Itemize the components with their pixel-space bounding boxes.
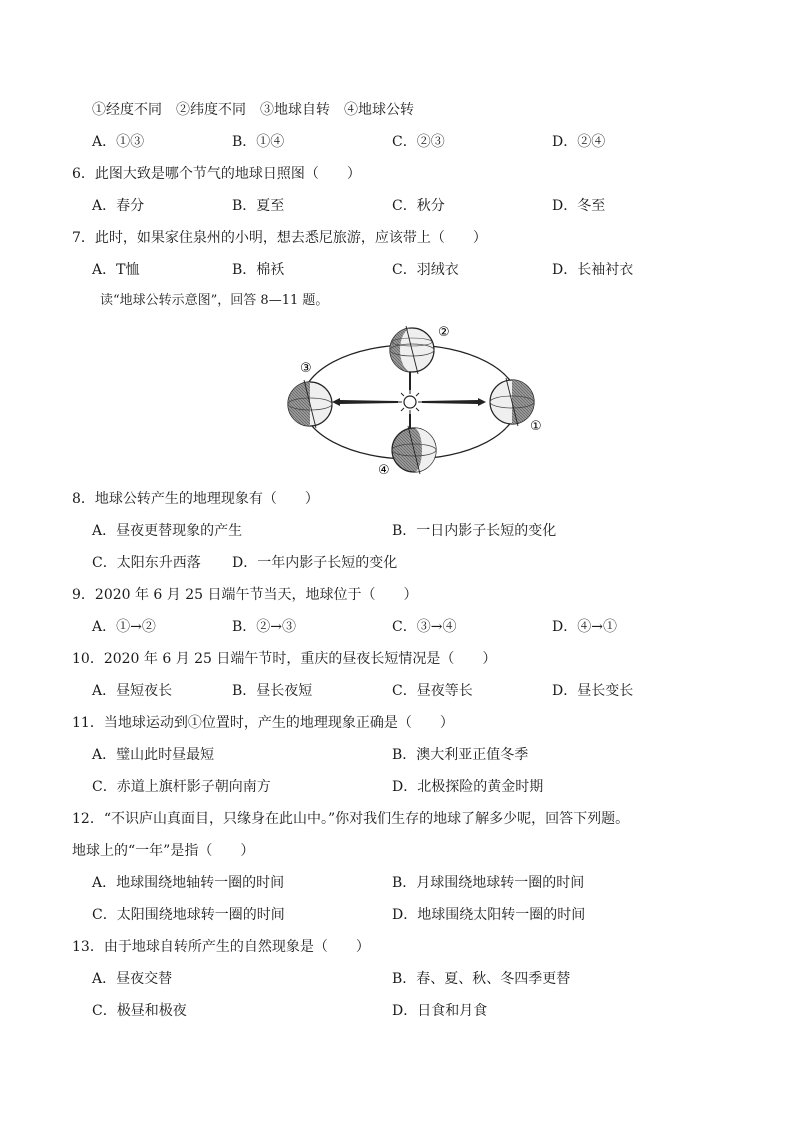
q7-option-b: B．棉袄 <box>232 262 285 278</box>
q9-option-c: C．③→④ <box>392 619 457 635</box>
earth-position-4 <box>392 426 436 474</box>
q8-stem: 8．地球公转产生的地理现象有（ ） <box>72 491 319 507</box>
earth-position-2 <box>390 326 434 374</box>
q12-option-b: B．月球围绕地球转一圈的时间 <box>392 875 585 891</box>
q7-option-a: A．T恤 <box>92 262 140 278</box>
q12-option-d: D．地球围绕太阳转一圈的时间 <box>392 907 586 923</box>
q10-stem: 10．2020 年 6 月 25 日端午节时，重庆的昼夜长短情况是（ ） <box>72 651 497 667</box>
q8-option-a: A．昼夜更替现象的产生 <box>92 523 243 539</box>
q12-sub-stem: 地球上的“一年”是指（ ） <box>72 843 255 859</box>
q5-option-c: C．②③ <box>392 134 445 150</box>
q13-option-a: A．昼夜交替 <box>92 971 173 987</box>
q9-option-b: B．②→③ <box>232 619 297 635</box>
earth-position-1 <box>490 378 534 426</box>
earth-position-3 <box>288 380 332 428</box>
q13-stem: 13．由于地球自转所产生的自然现象是（ ） <box>72 939 370 955</box>
q12-stem: 12．“不识庐山真面目，只缘身在此山中。”你对我们生存的地球了解多少呢，回答下列题。 <box>72 811 630 827</box>
label-position-4: ④ <box>378 463 390 478</box>
q5-factors: ①经度不同 ②纬度不同 ③地球自转 ④地球公转 <box>92 102 414 118</box>
q11-stem: 11．当地球运动到①位置时，产生的地理现象正确是（ ） <box>72 715 454 731</box>
label-position-1: ① <box>530 419 542 434</box>
q8-option-d: D．一年内影子长短的变化 <box>232 555 398 571</box>
figure-instruction: 读“地球公转示意图”，回答 8—11 题。 <box>100 293 329 308</box>
q8-option-c: C．太阳东升西落 <box>92 555 201 571</box>
q5-option-d: D．②④ <box>552 134 606 150</box>
q6-option-d: D．冬至 <box>552 198 606 214</box>
q11-option-d: D．北极探险的黄金时期 <box>392 779 544 795</box>
q7-option-d: D．长袖衬衣 <box>552 262 634 278</box>
label-position-3: ③ <box>300 361 312 376</box>
q6-option-c: C．秋分 <box>392 198 445 214</box>
q10-option-b: B．昼长夜短 <box>232 683 313 699</box>
q5-option-a: A．①③ <box>92 134 145 150</box>
q6-option-a: A．春分 <box>92 198 145 214</box>
q13-option-c: C．极昼和极夜 <box>92 1003 187 1019</box>
q5-option-b: B．①④ <box>232 134 285 150</box>
q12-option-a: A．地球围绕地轴转一圈的时间 <box>92 875 285 891</box>
q11-option-c: C．赤道上旗杆影子朝向南方 <box>92 779 271 795</box>
q10-option-a: A．昼短夜长 <box>92 683 173 699</box>
sun-icon <box>398 390 422 414</box>
q11-option-b: B．澳大利亚正值冬季 <box>392 747 529 763</box>
q6-option-b: B．夏至 <box>232 198 285 214</box>
q13-option-d: D．日食和月食 <box>392 1003 488 1019</box>
q7-stem: 7．此时，如果家住泉州的小明，想去悉尼旅游，应该带上（ ） <box>72 230 487 246</box>
q13-option-b: B．春、夏、秋、冬四季更替 <box>392 971 571 987</box>
q7-option-c: C．羽绒衣 <box>392 262 459 278</box>
label-position-2: ② <box>438 325 450 340</box>
q6-stem: 6．此图大致是哪个节气的地球日照图（ ） <box>72 166 361 182</box>
q9-stem: 9．2020 年 6 月 25 日端午节当天，地球位于（ ） <box>72 587 418 603</box>
q8-option-b: B．一日内影子长短的变化 <box>392 523 557 539</box>
q9-option-d: D．④→① <box>552 619 617 635</box>
q10-option-d: D．昼长变长 <box>552 683 634 699</box>
q10-option-c: C．昼夜等长 <box>392 683 473 699</box>
q11-option-a: A．璧山此时昼最短 <box>92 747 215 763</box>
earth-revolution-diagram <box>280 322 550 482</box>
q9-option-a: A．①→② <box>92 619 156 635</box>
q12-option-c: C．太阳围绕地球转一圈的时间 <box>92 907 285 923</box>
